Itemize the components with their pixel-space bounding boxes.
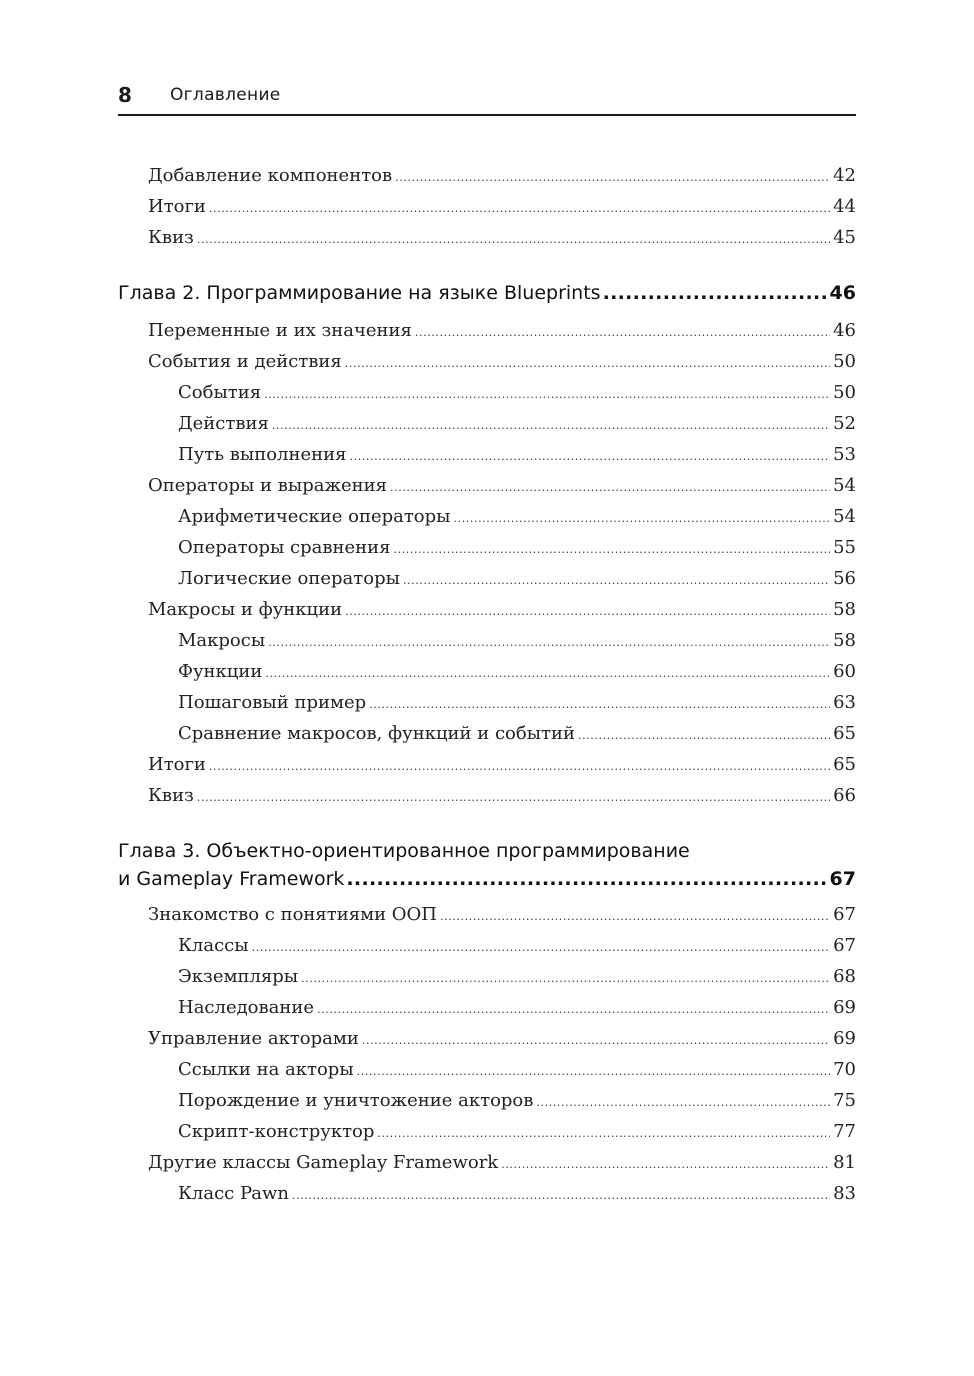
leader-dots	[252, 932, 831, 963]
toc-entry-page: 58	[833, 599, 856, 620]
toc-entry-page: 83	[833, 1183, 856, 1204]
toc-entry-page: 54	[833, 506, 856, 527]
toc-entry-page: 69	[833, 1028, 856, 1049]
chapter-title: Глава 2. Программирование на языке Blueprints	[118, 282, 601, 304]
leader-dots	[345, 596, 830, 627]
toc-entry-title: Макросы	[178, 630, 266, 651]
toc-entry-title: Арифметические операторы	[178, 506, 451, 527]
leader-dots	[377, 1118, 830, 1149]
toc-entry-page: 77	[833, 1121, 856, 1142]
toc-entry-page: 81	[833, 1152, 856, 1173]
page-number: 8	[118, 83, 132, 107]
leader-dots	[403, 565, 830, 596]
toc-block-2	[118, 315, 856, 811]
toc-entry-title: Управление акторами	[148, 1028, 359, 1049]
running-title: Оглавление	[170, 85, 281, 105]
toc-entry[interactable]	[118, 1178, 856, 1209]
chapter-3-heading[interactable]	[118, 837, 856, 893]
toc-entry-page: 52	[833, 413, 856, 434]
toc-entry[interactable]	[118, 470, 856, 501]
toc-entry-title: Скрипт-конструктор	[178, 1121, 375, 1142]
leader-dots	[292, 1180, 830, 1211]
toc-entry-title: Путь выполнения	[178, 444, 347, 465]
toc-entry-title: Итоги	[148, 754, 206, 775]
leader-dots	[265, 658, 830, 689]
toc-entry[interactable]	[118, 1023, 856, 1054]
leader-dots	[369, 689, 830, 720]
toc-entry-page: 65	[833, 723, 856, 744]
leader-dots	[390, 472, 830, 503]
toc-entry-page: 66	[833, 785, 856, 806]
leader-dots	[501, 1149, 830, 1180]
leader-dots	[394, 534, 831, 565]
toc-entry[interactable]	[118, 780, 856, 811]
chapter-title-line-2: и Gameplay Framework	[118, 868, 345, 890]
toc-entry[interactable]	[118, 992, 856, 1023]
leader-dots	[264, 379, 830, 410]
toc-entry-page: 44	[833, 196, 856, 217]
toc-entry-page: 67	[833, 935, 856, 956]
chapter-title-line-1: Глава 3. Объектно-ориентированное программирование	[118, 840, 690, 862]
toc-entry-title: Функции	[178, 661, 263, 682]
toc-entry-title: Классы	[178, 935, 249, 956]
toc-entry-page: 50	[833, 351, 856, 372]
toc-entry-page: 58	[833, 630, 856, 651]
leader-dots	[578, 720, 830, 751]
toc-entry[interactable]	[118, 377, 856, 408]
toc-entry-title: Ссылки на акторы	[178, 1059, 354, 1080]
chapter-page: 67	[829, 868, 856, 890]
toc-block-1	[118, 160, 856, 253]
toc-entry-page: 54	[833, 475, 856, 496]
toc-entry[interactable]	[118, 1085, 856, 1116]
leader-dots	[603, 279, 828, 307]
toc-entry-title: События и действия	[148, 351, 342, 372]
leader-dots	[415, 317, 830, 348]
leader-dots	[197, 782, 830, 813]
leader-dots	[345, 348, 830, 379]
toc-entry[interactable]	[118, 346, 856, 377]
toc-entry-title: События	[178, 382, 262, 403]
toc-entry-page: 53	[833, 444, 856, 465]
toc-entry-title: Сравнение макросов, функций и событий	[178, 723, 575, 744]
toc-entry-page: 70	[833, 1059, 856, 1080]
leader-dots	[440, 901, 830, 932]
toc-entry-page: 63	[833, 692, 856, 713]
page-header	[118, 80, 856, 116]
toc-entry[interactable]	[118, 439, 856, 470]
toc-entry-title: Знакомство с понятиями ООП	[148, 904, 437, 925]
toc-block-3	[118, 899, 856, 1209]
toc-entry-page: 67	[833, 904, 856, 925]
leader-dots	[209, 751, 830, 782]
toc-entry-title: Другие классы Gameplay Framework	[148, 1152, 499, 1173]
toc-entry[interactable]	[118, 625, 856, 656]
toc-entry-title: Класс Pawn	[178, 1183, 290, 1204]
toc-entry-page: 65	[833, 754, 856, 775]
toc-entry[interactable]	[118, 749, 856, 780]
toc-entry[interactable]	[118, 961, 856, 992]
toc-entry-title: Логические операторы	[178, 568, 400, 589]
leader-dots	[197, 224, 830, 255]
toc-entry-title: Квиз	[148, 785, 194, 806]
toc-entry[interactable]	[118, 563, 856, 594]
toc-entry-title: Макросы и функции	[148, 599, 343, 620]
leader-dots	[272, 410, 830, 441]
toc-entry-page: 68	[833, 966, 856, 987]
toc-entry-title: Пошаговый пример	[178, 692, 367, 713]
leader-dots	[395, 162, 830, 193]
chapter-page: 46	[829, 282, 856, 304]
toc-entry[interactable]	[118, 930, 856, 961]
toc-entry-title: Действия	[178, 413, 269, 434]
toc-entry-page: 60	[833, 661, 856, 682]
toc-entry[interactable]	[118, 1116, 856, 1147]
toc-entry-page: 56	[833, 568, 856, 589]
leader-dots	[209, 193, 830, 224]
toc-entry[interactable]	[118, 501, 856, 532]
toc-entry[interactable]	[118, 1147, 856, 1178]
toc-entry-page: 46	[833, 320, 856, 341]
toc-entry-title: Квиз	[148, 227, 194, 248]
toc-entry[interactable]	[118, 408, 856, 439]
toc-entry[interactable]	[118, 594, 856, 625]
toc-entry[interactable]	[118, 899, 856, 930]
leader-dots	[536, 1087, 830, 1118]
toc-entry-title: Экземпляры	[178, 966, 299, 987]
toc-entry-page: 69	[833, 997, 856, 1018]
toc-entry-title: Операторы и выражения	[148, 475, 388, 496]
leader-dots	[357, 1056, 830, 1087]
leader-dots	[350, 441, 831, 472]
leader-dots	[454, 503, 831, 534]
toc-entry-page: 50	[833, 382, 856, 403]
toc-entry-page: 42	[833, 165, 856, 186]
chapter-2-heading[interactable]	[118, 279, 856, 307]
toc-entry-title: Итоги	[148, 196, 206, 217]
toc-entry[interactable]	[118, 315, 856, 346]
toc-entry-title: Операторы сравнения	[178, 537, 391, 558]
toc-entry-page: 45	[833, 227, 856, 248]
toc-entry-title: Добавление компонентов	[148, 165, 393, 186]
toc-entry[interactable]	[118, 1054, 856, 1085]
toc-entry[interactable]	[118, 718, 856, 749]
toc-entry[interactable]	[118, 656, 856, 687]
toc-entry[interactable]	[118, 160, 856, 191]
toc-entry[interactable]	[118, 687, 856, 718]
toc-entry-page: 55	[833, 537, 856, 558]
leader-dots	[362, 1025, 830, 1056]
toc-entry-title: Наследование	[178, 997, 315, 1018]
leader-dots	[346, 865, 827, 893]
toc-entry-page: 75	[833, 1090, 856, 1111]
leader-dots	[301, 963, 830, 994]
toc-entry-title: Переменные и их значения	[148, 320, 412, 341]
toc-entry[interactable]	[118, 532, 856, 563]
leader-dots	[317, 994, 830, 1025]
toc-entry[interactable]	[118, 191, 856, 222]
toc-entry[interactable]	[118, 222, 856, 253]
toc-entry-title: Порождение и уничтожение акторов	[178, 1090, 534, 1111]
leader-dots	[268, 627, 830, 658]
